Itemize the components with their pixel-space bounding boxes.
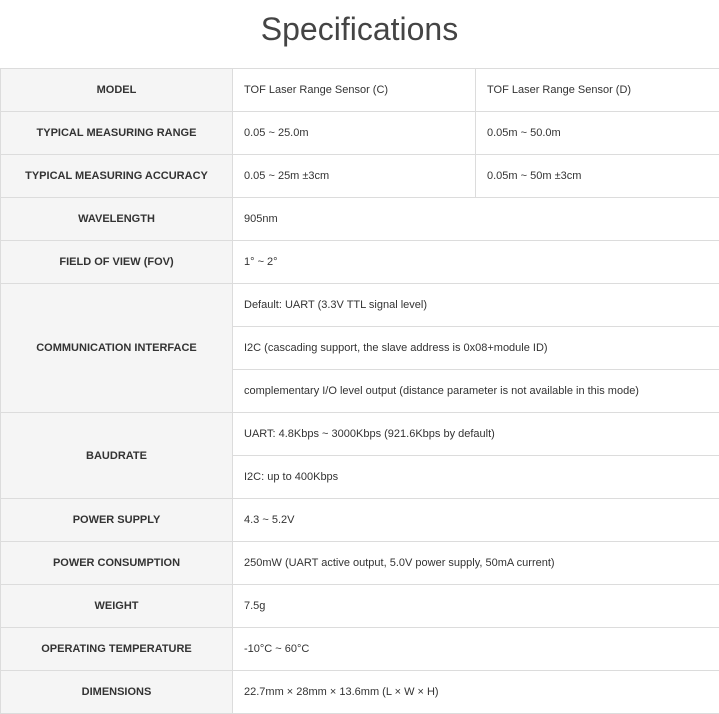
power-supply-value: 4.3 ~ 5.2V [233,499,719,542]
row-label-range: TYPICAL MEASURING RANGE [1,112,233,155]
table-row [1,671,719,714]
interface-value-uart: Default: UART (3.3V TTL signal level) [233,284,719,327]
table-row [1,155,719,198]
row-label-temperature: OPERATING TEMPERATURE [1,628,233,671]
wavelength-value: 905nm [233,198,719,241]
table-row [1,284,719,327]
row-label-power-consumption: POWER CONSUMPTION [1,542,233,585]
range-d-value: 0.05m ~ 50.0m [476,112,719,155]
power-consumption-value: 250mW (UART active output, 5.0V power supply, 50mA current) [233,542,719,585]
row-label-weight: WEIGHT [1,585,233,628]
interface-value-i2c: I2C (cascading support, the slave address is 0x08+module ID) [233,327,719,370]
row-label-wavelength: WAVELENGTH [1,198,233,241]
accuracy-d-value: 0.05m ~ 50m ±3cm [476,155,719,198]
accuracy-c-value: 0.05 ~ 25m ±3cm [233,155,476,198]
row-label-interface: COMMUNICATION INTERFACE [1,284,233,413]
table-row [1,499,719,542]
row-label-power-supply: POWER SUPPLY [1,499,233,542]
row-label-model: MODEL [1,69,233,112]
interface-value-io: complementary I/O level output (distance parameter is not available in this mode) [233,370,719,413]
table-row [1,628,719,671]
table-row [1,413,719,456]
table-row [1,585,719,628]
range-c-value: 0.05 ~ 25.0m [233,112,476,155]
model-c-value: TOF Laser Range Sensor (C) [233,69,476,112]
table-row [1,69,719,112]
table-row [1,112,719,155]
row-label-fov: FIELD OF VIEW (FOV) [1,241,233,284]
table-row [1,241,719,284]
spec-table [0,68,719,714]
model-d-value: TOF Laser Range Sensor (D) [476,69,719,112]
page-title: Specifications [0,0,719,68]
table-row [1,198,719,241]
table-row [1,542,719,585]
row-label-accuracy: TYPICAL MEASURING ACCURACY [1,155,233,198]
row-label-baudrate: BAUDRATE [1,413,233,499]
dimensions-value: 22.7mm × 28mm × 13.6mm (L × W × H) [233,671,719,714]
row-label-dimensions: DIMENSIONS [1,671,233,714]
baudrate-value-uart: UART: 4.8Kbps ~ 3000Kbps (921.6Kbps by default) [233,413,719,456]
baudrate-value-i2c: I2C: up to 400Kbps [233,456,719,499]
fov-value: 1° ~ 2° [233,241,719,284]
weight-value: 7.5g [233,585,719,628]
temperature-value: -10°C ~ 60°C [233,628,719,671]
